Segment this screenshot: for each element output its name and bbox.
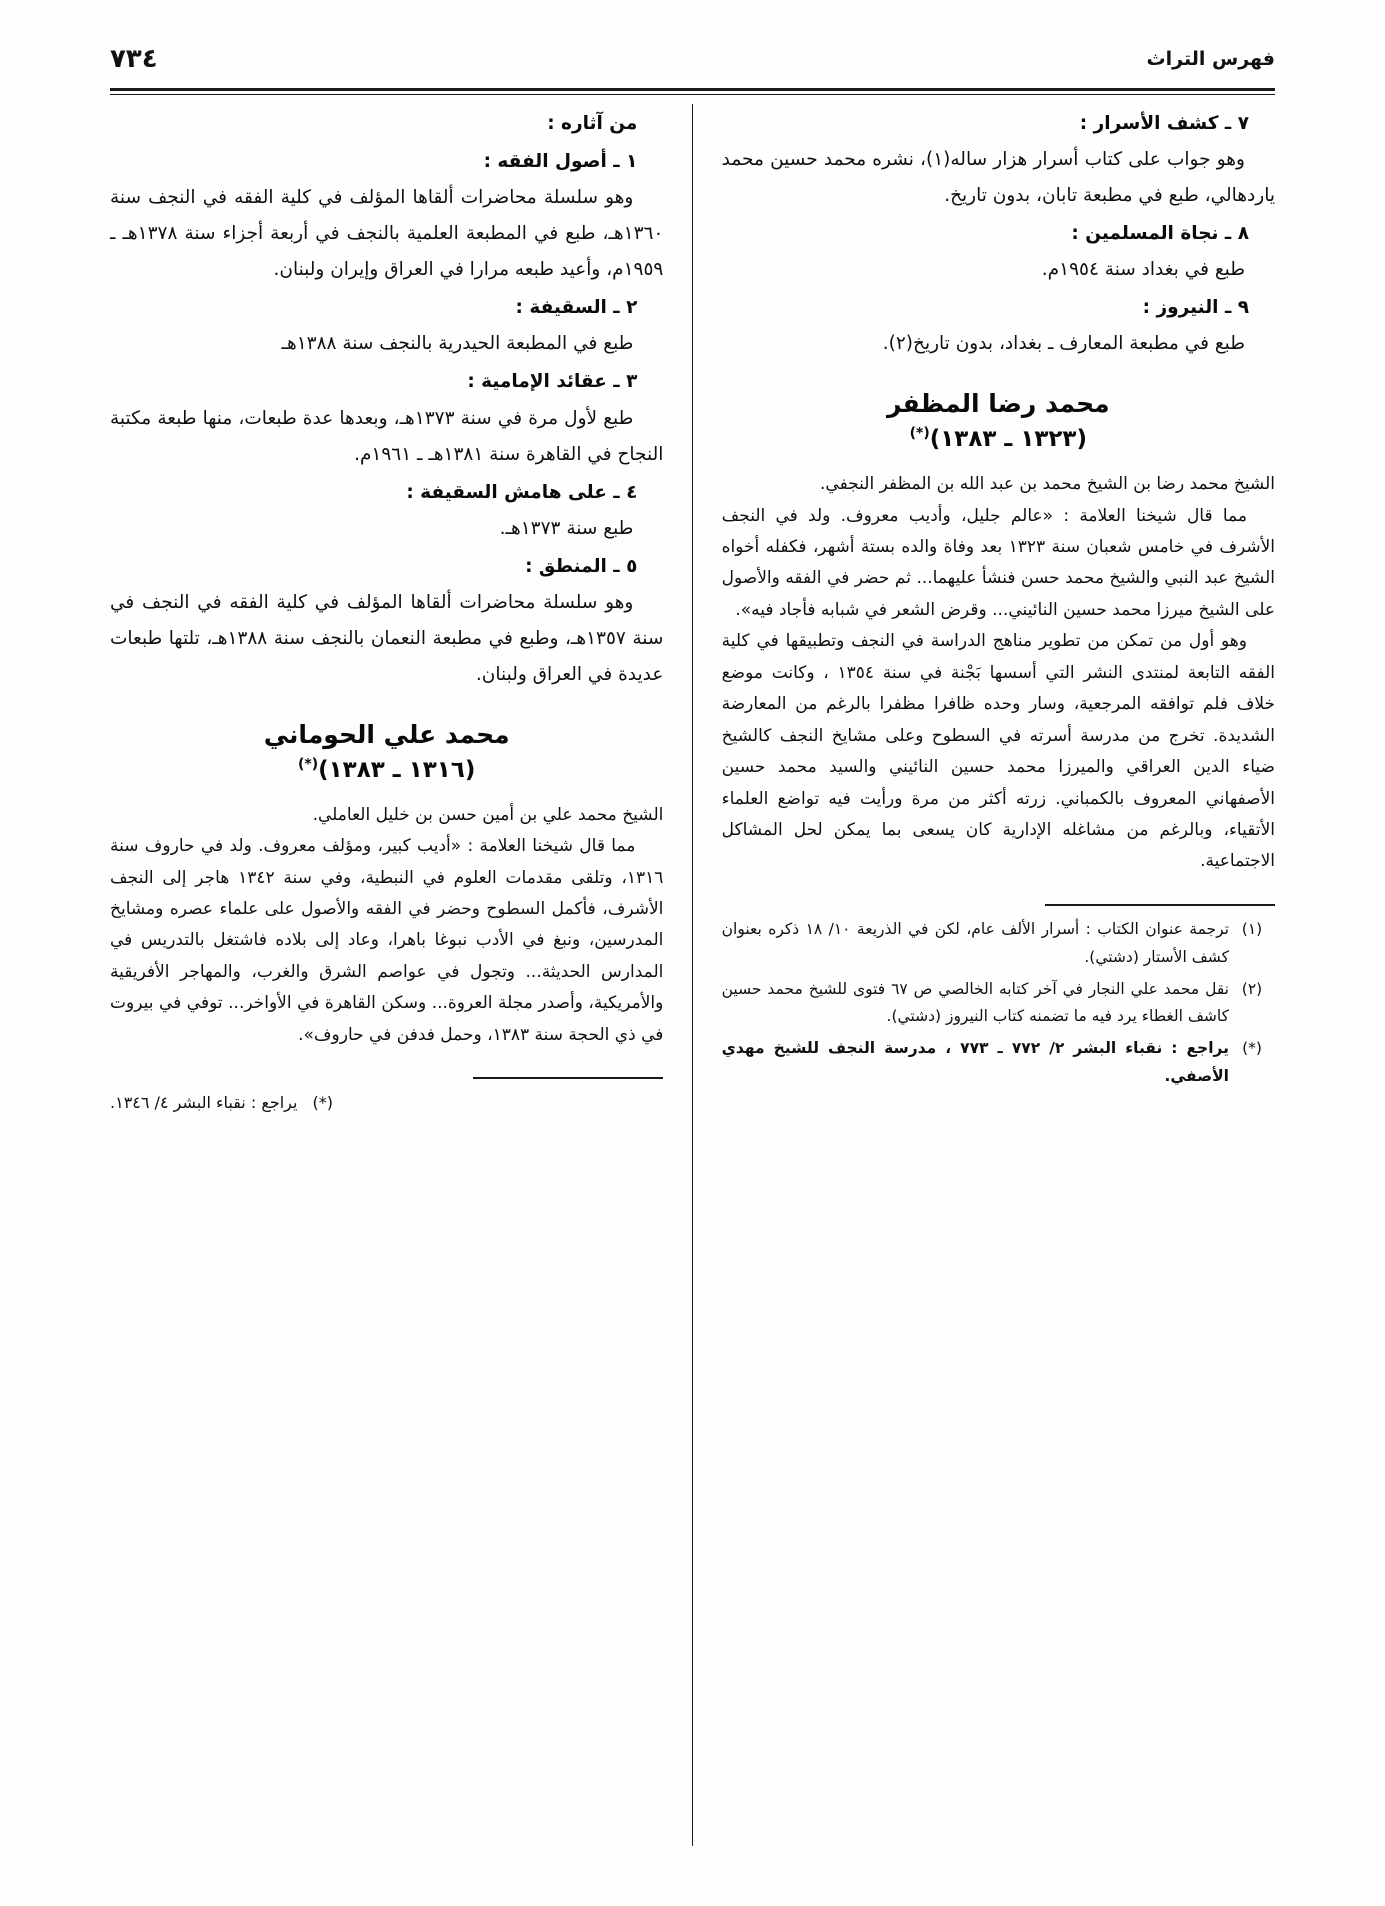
- biography-name-block: [722, 388, 1275, 455]
- biography-paragraph: مما قال شيخنا العلامة : «عالم جليل، وأديب معروف. ولد في النجف الأشرف في خامس شعبان سنة ١٣٢٣ بعد وفاة والده بستة أشهر، فكفله أخواه الشيخ عبد النبي والشيخ محمد حسن فنشأ عليهما... ثم حضر في الفقه والأصول على الشيخ ميرزا محمد حسين النائيني... وقرض الشعر في شبابه فأجاد فيه».: [721, 505, 1275, 620]
- footnote-divider: [473, 1077, 663, 1079]
- person-footnote-mark: (*): [909, 425, 930, 442]
- page-number: ٧٣٤: [110, 44, 158, 74]
- work-heading: ١ ـ أصول الفقه :: [483, 151, 638, 173]
- footnote-text: ترجمة عنوان الكتاب : أسرار الألف عام، لكن في الذريعة ١٠/ ١٨ ذكره بعنوان كشف الأستار (دشتي).: [721, 919, 1229, 966]
- footnote-item: [722, 916, 1275, 972]
- work-body: طبع سنة ١٣٧٣هـ.: [499, 517, 634, 539]
- footnote-mark: (*): [1242, 1039, 1262, 1058]
- work-item: [110, 290, 663, 362]
- work-heading: ٤ ـ على هامش السقيفة :: [406, 481, 638, 503]
- biography-name-block: [110, 719, 663, 786]
- person-footnote-mark: (*): [298, 755, 319, 772]
- work-heading: ٥ ـ المنطق :: [525, 555, 638, 577]
- footnote-item: [722, 976, 1275, 1032]
- biography-paragraph: وهو أول من تمكن من تطوير مناهج الدراسة في النجف وتطبيقها في كلية الفقه التابعة لمنتدى النشر التي أسسها بَجْنة في سنة ١٣٥٤ ، وكانت موضع خلاف فلم توافقه المرجعية، وسار وحده ظافرا مظفرا بالرغم من المعارضة الشديدة. تخرج من مدرسة أسرته في السطوح وعلى مشايخ النجف كالشيخ ضياء الدين العراقي والميرزا محمد حسين النائيني والسيد محمد حسين الأصفهاني المعروف بالكمباني. زرته أكثر من مرة ورأيت فيه تواضع العلماء الأتقياء، وبالرغم من مشاغله الإدارية كان يسعى بما يمكن لحل المشاكل الاجتماعية.: [721, 631, 1275, 872]
- column-left: [110, 104, 663, 1118]
- person-name: محمد علي الحوماني: [263, 720, 510, 749]
- entry-body: وهو جواب على كتاب أسرار هزار ساله(١)، نشره محمد حسين محمد ياردهالي، طبع في مطبعة تابان، بدون تاريخ.: [721, 149, 1275, 207]
- biography-paragraph: الشيخ محمد رضا بن الشيخ محمد بن عبد الله بن المظفر النجفي.: [820, 474, 1275, 495]
- column-right: [722, 104, 1275, 1095]
- work-body: طبع في المطبعة الحيدرية بالنجف سنة ١٣٨٨هـ: [281, 333, 634, 355]
- footnote-item: [722, 1035, 1275, 1091]
- footnotes-block: [722, 904, 1275, 1091]
- entry-body: طبع في بغداد سنة ١٩٥٤م.: [1041, 259, 1245, 281]
- two-column-body: [110, 100, 1275, 1846]
- person-name: محمد رضا المظفر: [886, 389, 1110, 419]
- footnote-text: نقل محمد علي النجار في آخر كتابه الخالصي ص ٦٧ فتوى للشيخ محمد حسين كاشف الغطاء يرد فيه ما تضمنه كتاب النيروز (دشتي).: [721, 979, 1229, 1026]
- person-dates-text: (١٣١٦ ـ ١٣٨٣): [318, 756, 476, 783]
- header-divider: [110, 88, 1275, 95]
- footnote-mark: (*): [312, 1093, 334, 1113]
- work-item: [110, 549, 663, 693]
- work-item: [110, 144, 663, 288]
- work-item: [110, 475, 663, 547]
- entry-item: [722, 106, 1275, 214]
- biography-paragraph: مما قال شيخنا العلامة : «أديب كبير، ومؤلف معروف. ولد في حاروف سنة ١٣١٦، وتلقى مقدمات العلوم في النبطية، وفي سنة ١٣٤٢ هاجر إلى النجف الأشرف، فأكمل السطوح وحضر في الفقه والأصول على علماء عصره ومشايخ المدرسين، ونبغ في الأدب نبوغا باهرا، وعاد إلى بلاده فاشتغل بالتدريس في المدارس الحديثة... وتجول في عواصم الشرق والغرب، والمهاجر الأفريقية والأمريكية، وأصدر مجلة العروة... وسكن القاهرة في الأواخر... توفي في بيروت في ذي الحجة سنة ١٣٨٣، وحمل فدفن في حاروف».: [110, 836, 664, 1045]
- entry-heading: ٨ ـ نجاة المسلمين :: [1071, 223, 1249, 245]
- entry-heading: ٧ ـ كشف الأسرار :: [1079, 113, 1249, 134]
- entry-item: [722, 290, 1275, 362]
- footnote-mark: (٢): [1241, 979, 1263, 998]
- person-dates: [110, 754, 663, 786]
- work-body: وهو سلسلة محاضرات ألقاها المؤلف في كلية الفقه في النجف سنة ١٣٦٠هـ، طبع في المطبعة العلمية بالنجف في أربعة أجزاء سنة ١٣٧٨هـ ـ ١٩٥٩م، وأعيد طبعه مرارا في العراق وإيران ولبنان.: [110, 187, 664, 281]
- footnotes-block: [110, 1077, 663, 1118]
- work-heading: ٣ ـ عقائد الإمامية :: [467, 371, 638, 393]
- footnote-label: يراجع :: [250, 1093, 298, 1113]
- entry-heading: ٩ ـ النيروز :: [1142, 297, 1249, 319]
- work-heading: ٢ ـ السقيفة :: [515, 297, 638, 319]
- footnote-mark: (١): [1241, 919, 1263, 938]
- person-dates: [722, 423, 1275, 455]
- biography-paragraph: الشيخ محمد علي بن أمين حسن بن خليل العاملي.: [312, 804, 664, 825]
- work-body: طبع لأول مرة في سنة ١٣٧٣هـ، وبعدها عدة طبعات، منها طبعة مكتبة النجاح في القاهرة سنة ١٣٨١هـ ـ ١٩٦١م.: [110, 407, 664, 465]
- column-divider: [692, 104, 693, 1846]
- person-dates-text: (١٣٢٣ ـ ١٣٨٣): [929, 425, 1087, 452]
- book-title: فهرس التراث: [1146, 48, 1275, 70]
- page-header: [110, 44, 1275, 92]
- work-item: [110, 364, 663, 472]
- entry-item: [722, 216, 1275, 288]
- work-body: وهو سلسلة محاضرات ألقاها المؤلف في كلية الفقه في النجف في سنة ١٣٥٧هـ، وطبع في مطبعة النعمان بالنجف سنة ١٣٨٨هـ، تلتها طبعات عديدة في العراق ولبنان.: [110, 591, 664, 685]
- works-heading: من آثاره :: [547, 113, 638, 134]
- footnote-text: نقباء البشر ٤/ ١٣٤٦.: [110, 1093, 246, 1113]
- entry-body: طبع في مطبعة المعارف ـ بغداد، بدون تاريخ(٢).: [882, 333, 1245, 355]
- footnote-text: يراجع : نقباء البشر ٢/ ٧٧٢ ـ ٧٧٣ ، مدرسة النجف للشيخ مهدي الأصفي.: [721, 1039, 1229, 1086]
- footnote-divider: [1045, 904, 1275, 906]
- footnote-item: [110, 1089, 663, 1118]
